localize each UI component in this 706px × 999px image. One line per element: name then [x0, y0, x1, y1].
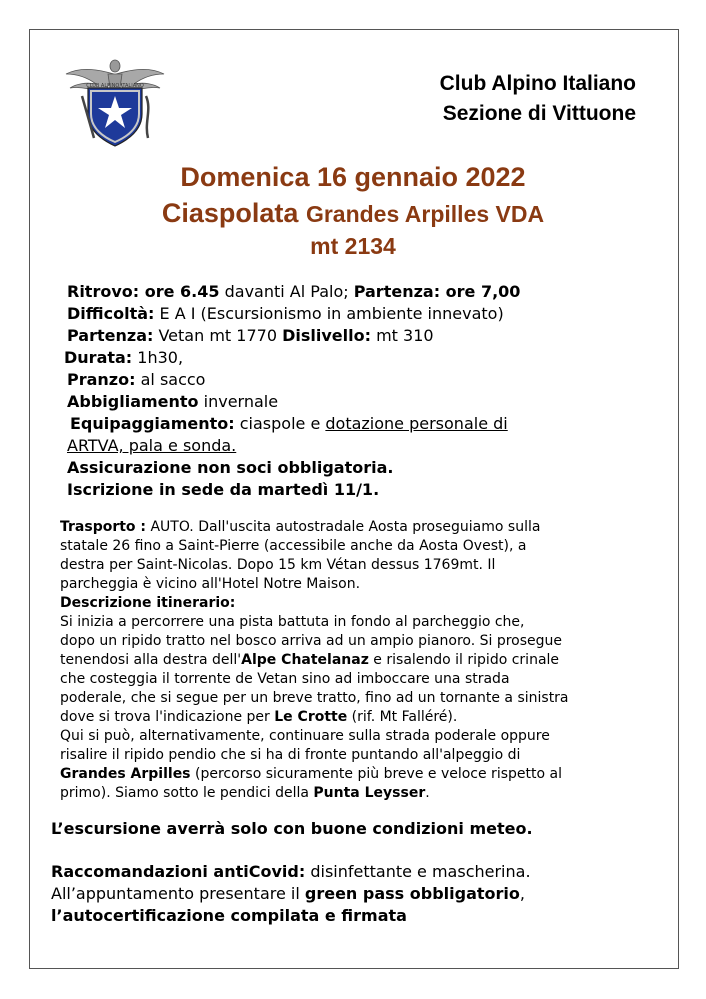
desc-it-3: tenendosi alla destra dell'Alpe Chatelanaz e risalendo il ripido crinale: [60, 652, 560, 668]
footer-covid: Raccomandazioni antiCovid: disinfettante e mascherina.: [51, 862, 531, 881]
desc-it-10: primo). Siamo sotto le pendici della Punta Leysser.: [60, 785, 430, 801]
event-date: Domenica 16 gennaio 2022: [180, 162, 526, 192]
desc-it-4: che costeggia il torrente de Vetan sino ad imboccare una strada: [60, 671, 510, 687]
info-durata: Durata: 1h30,: [64, 348, 184, 367]
info-assicurazione: Assicurazione non soci obbligatoria.: [67, 458, 394, 477]
desc-it-6: dove si trova l'indicazione per Le Crotte (rif. Mt Falléré).: [60, 709, 458, 725]
desc-it-8: risalire il ripido pendio che si ha di fronte puntando all'alpeggio di: [60, 747, 521, 763]
desc-it-5: poderale, che si segue per un breve tratto, fino ad un tornante a sinistra: [60, 690, 569, 706]
event-title: [60, 196, 646, 231]
footer-autocert: l’autocertificazione compilata e firmata: [51, 906, 407, 925]
logo-text: CLUB ALPINO ITALIANO: [86, 83, 144, 89]
footer-appuntamento: All’appuntamento presentare il green pass obbligatorio,: [51, 884, 525, 903]
org-name: Club Alpino Italiano: [439, 72, 636, 95]
eagle-head: [110, 60, 120, 72]
desc-itinerario-heading: Descrizione itinerario:: [60, 595, 236, 611]
info-partenza: Partenza: Vetan mt 1770 Dislivello: mt 310: [67, 326, 434, 345]
info-pranzo: Pranzo: al sacco: [67, 370, 206, 389]
footer-meteo: L’escursione averrà solo con buone condizioni meteo.: [51, 819, 533, 838]
desc-trasporto-2: statale 26 fino a Saint-Pierre (accessibile anche da Aosta Ovest), a: [60, 538, 527, 554]
org-section: Sezione di Vittuone: [442, 102, 636, 125]
rope: [146, 96, 148, 138]
info-abbigliamento: Abbigliamento invernale: [67, 392, 279, 411]
desc-trasporto-3: destra per Saint-Nicolas. Dopo 15 km Vétan dessus 1769mt. Il: [60, 557, 496, 573]
desc-it-7: Qui si può, alternativamente, continuare sulla strada poderale oppure: [60, 728, 550, 744]
info-equipaggiamento: Equipaggiamento: ciaspole e dotazione personale di: [70, 414, 508, 433]
info-difficolta: Difficoltà: E A I (Escursionismo in ambiente innevato): [67, 304, 504, 323]
equipment-link-2: ARTVA, pala e sonda.: [67, 436, 237, 455]
info-equipaggiamento-cont: [67, 435, 236, 457]
desc-trasporto-4: parcheggia è vicino all'Hotel Notre Maison.: [60, 576, 361, 592]
event-type: Ciaspolata: [161, 198, 299, 228]
desc-it-2: dopo un ripido tratto nel bosco arriva ad un ampio pianoro. Si prosegue: [60, 633, 563, 649]
event-place: Grandes Arpilles VDA: [305, 201, 545, 227]
desc-it-1: Si inizia a percorrere una pista battuta in fondo al parcheggio che,: [60, 614, 525, 630]
equipment-link-1: dotazione personale di: [325, 414, 508, 433]
desc-it-9: Grandes Arpilles (percorso sicuramente più breve e veloce rispetto al: [60, 766, 562, 782]
info-ritrovo: Ritrovo: ore 6.45 davanti Al Palo; Partenza: ore 7,00: [67, 282, 521, 301]
info-iscrizione: Iscrizione in sede da martedì 11/1.: [67, 480, 380, 499]
event-altitude: mt 2134: [310, 233, 396, 259]
cai-logo-icon: [60, 52, 170, 148]
desc-trasporto-1: Trasporto : AUTO. Dall'uscita autostradale Aosta proseguiamo sulla: [60, 519, 541, 535]
